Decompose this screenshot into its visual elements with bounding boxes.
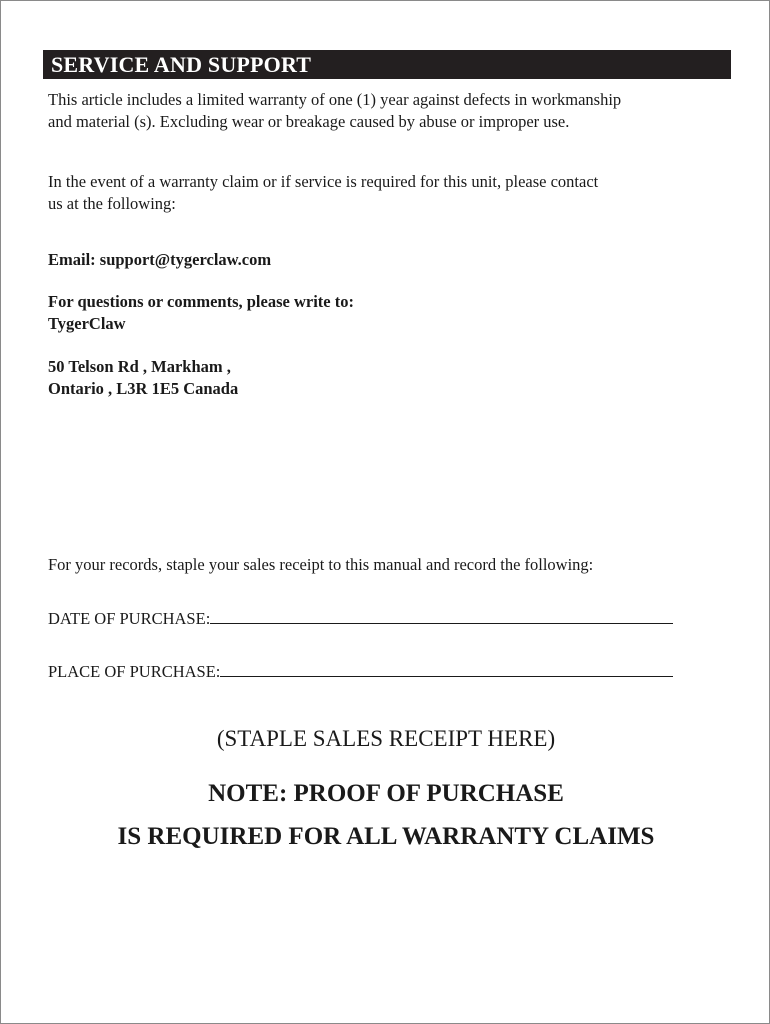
date-of-purchase-row <box>48 607 673 630</box>
contact-intro-paragraph <box>48 171 738 215</box>
write-to-block <box>48 291 738 335</box>
date-of-purchase-blank-line <box>210 607 673 624</box>
staple-receipt-text: (STAPLE SALES RECEIPT HERE) <box>216 726 556 751</box>
support-email: Email: support@tygerclaw.com <box>48 250 272 269</box>
contact-intro-line-1: In the event of a warranty claim or if service is required for this unit, please contact <box>48 172 599 191</box>
mailing-address <box>48 356 738 400</box>
proof-of-purchase-note: NOTE: PROOF OF PURCHASE <box>208 780 564 807</box>
contact-intro-line-2: us at the following: <box>48 194 176 213</box>
warranty-line-2: and material (s). Excluding wear or breakage caused by abuse or improper use. <box>48 112 570 131</box>
place-of-purchase-row <box>48 660 673 683</box>
write-to-line: For questions or comments, please write to: <box>48 292 354 311</box>
warranty-claims-note: IS REQUIRED FOR ALL WARRANTY CLAIMS <box>117 823 655 850</box>
place-of-purchase-blank-line <box>220 660 673 677</box>
company-name: TygerClaw <box>48 314 126 333</box>
address-line-2: Ontario , L3R 1E5 Canada <box>48 379 239 398</box>
records-instruction: For your records, staple your sales receipt to this manual and record the following: <box>48 555 594 574</box>
warranty-line-1: This article includes a limited warranty of one (1) year against defects in workmanship <box>48 90 622 109</box>
address-line-1: 50 Telson Rd , Markham , <box>48 357 231 376</box>
date-of-purchase-label: DATE OF PURCHASE: <box>48 609 211 628</box>
section-header-bar <box>43 50 731 79</box>
warranty-paragraph <box>48 89 738 133</box>
section-title: SERVICE AND SUPPORT <box>51 52 312 77</box>
place-of-purchase-label: PLACE OF PURCHASE: <box>48 662 221 681</box>
